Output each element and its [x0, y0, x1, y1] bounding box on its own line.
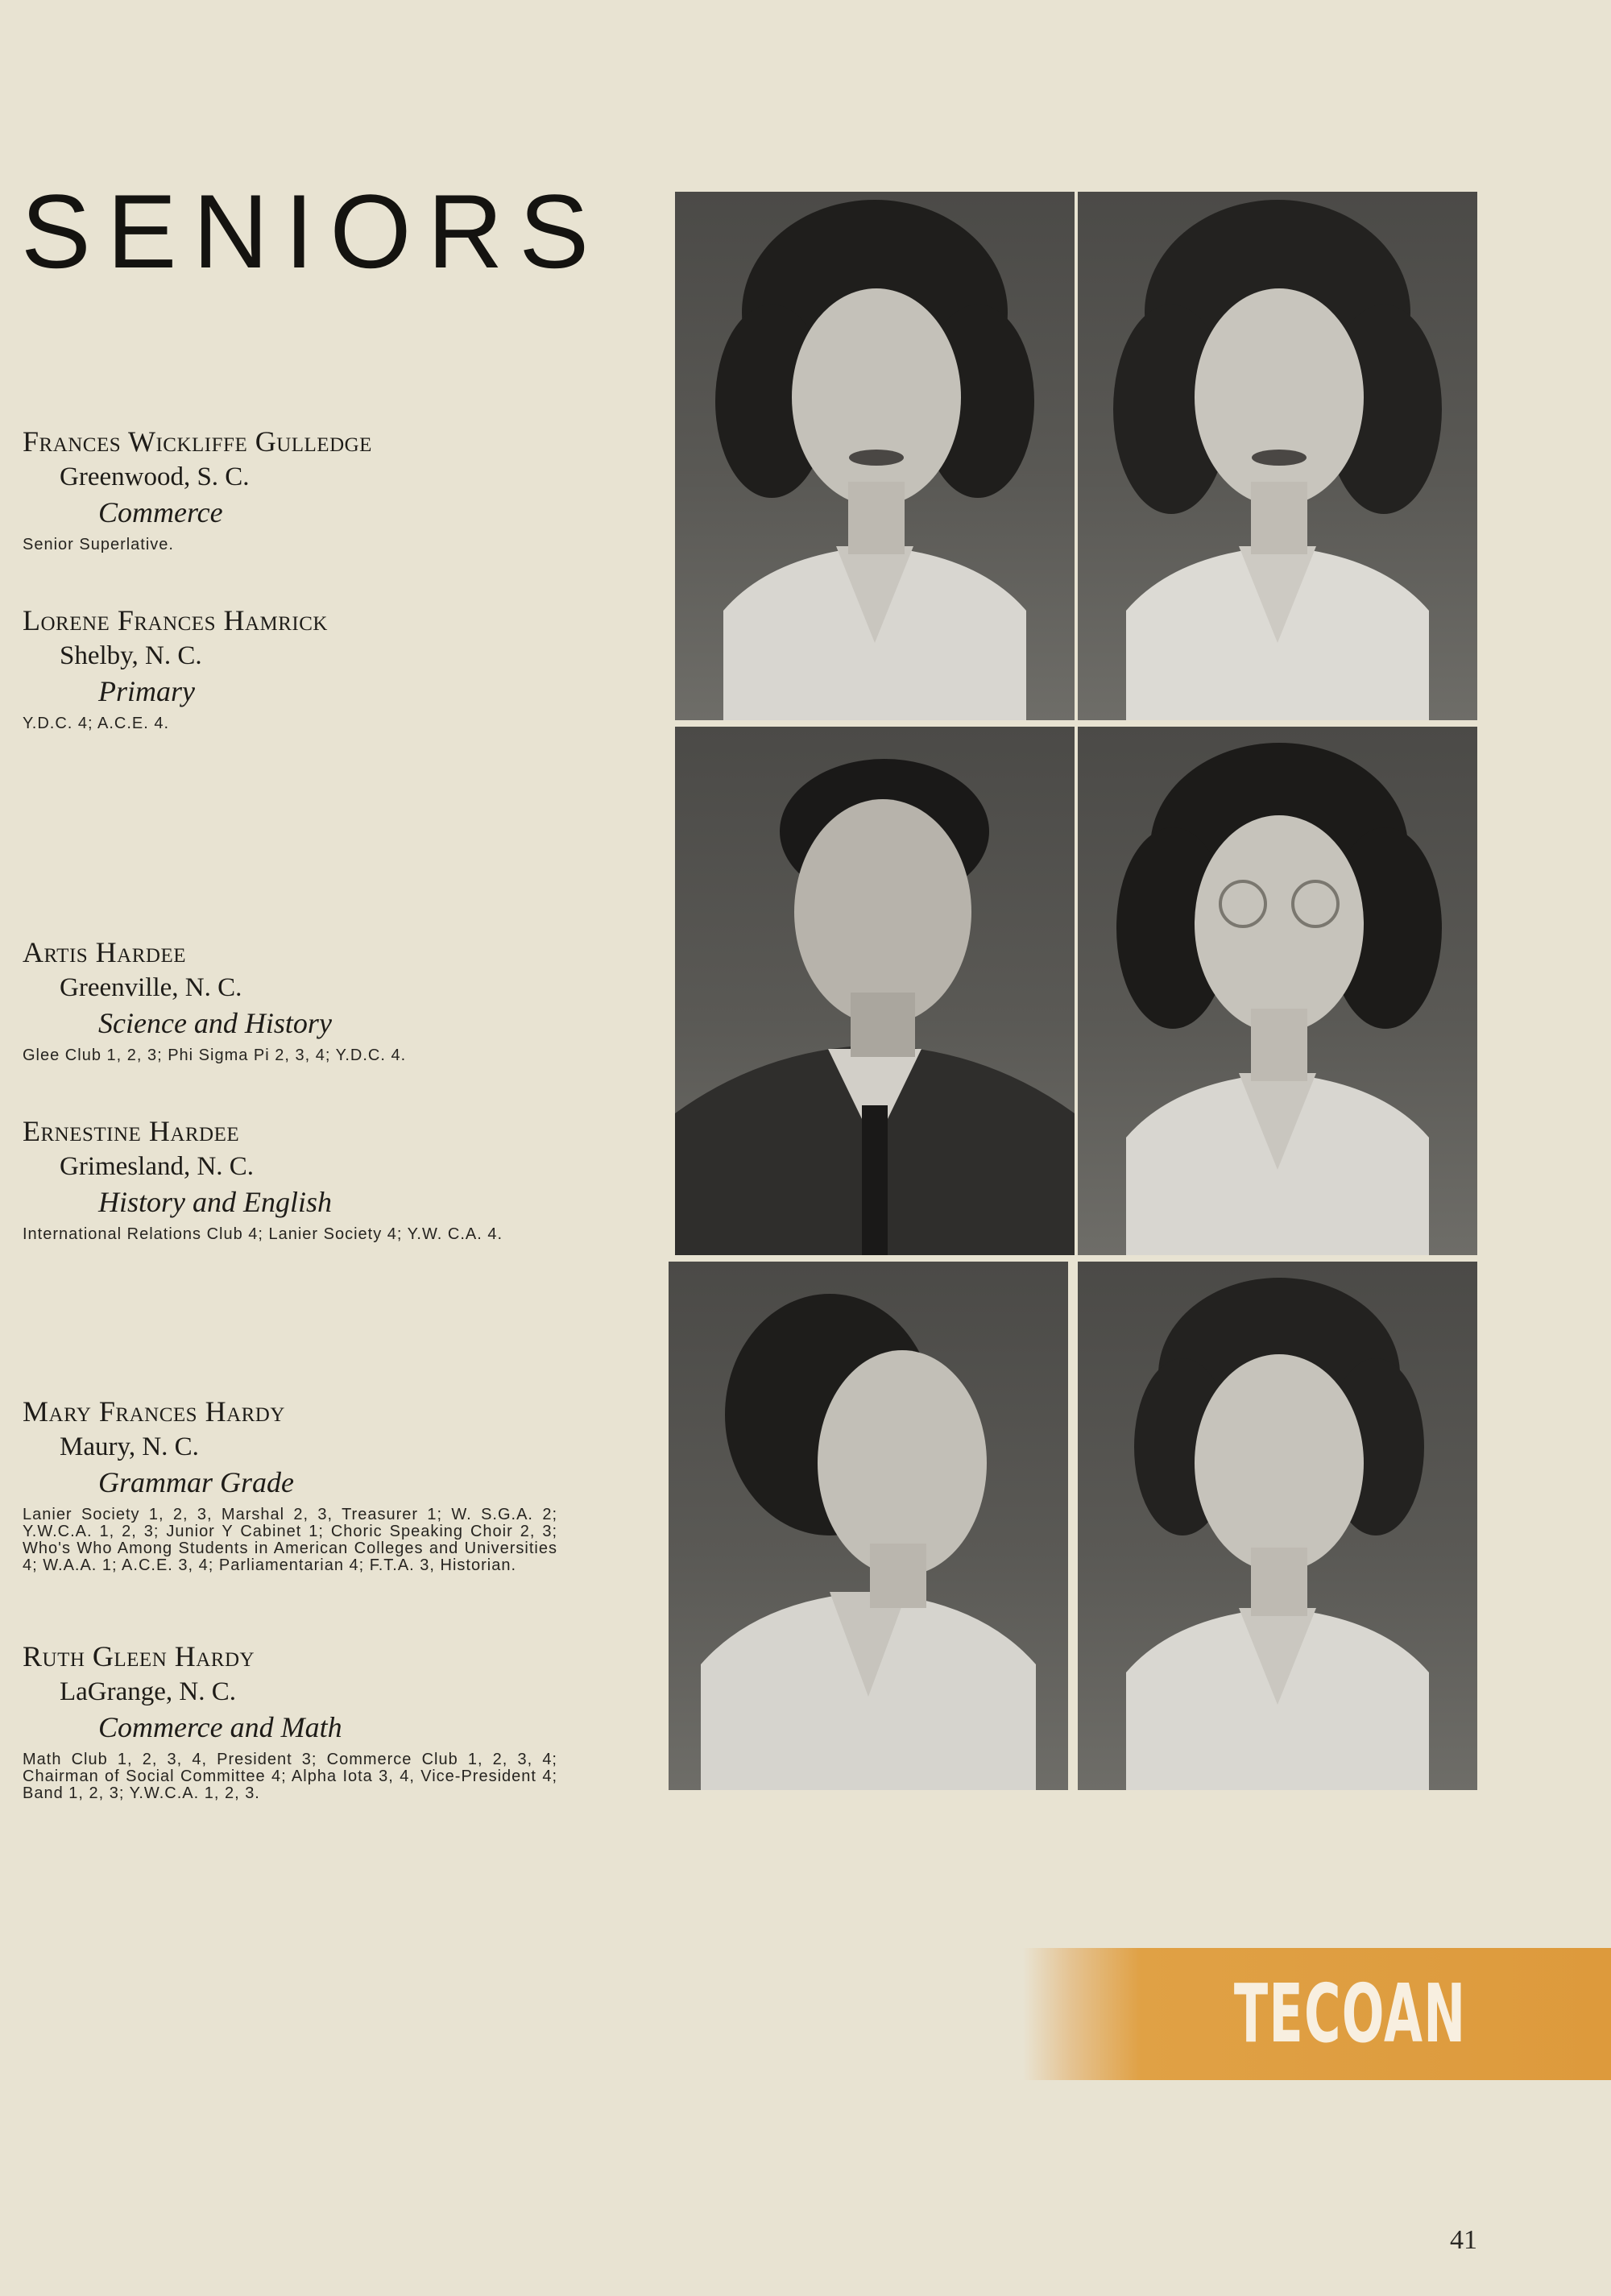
senior-hometown: Greenwood, S. C. — [60, 462, 250, 491]
senior-hometown: Grimesland, N. C. — [60, 1152, 255, 1181]
portrait-photo — [669, 1262, 1068, 1790]
senior-hometown: Shelby, N. C. — [60, 641, 202, 670]
portrait-grid — [669, 192, 1477, 1790]
senior-activities: Senior Superlative. — [23, 536, 174, 553]
senior-entry — [23, 1395, 557, 1574]
senior-entry — [23, 1640, 557, 1802]
senior-name: Mary Frances Hardy — [23, 1395, 285, 1428]
senior-activities: Glee Club 1, 2, 3; Phi Sigma Pi 2, 3, 4; Y.D.C. 4. — [23, 1046, 407, 1064]
senior-hometown: Maury, N. C. — [60, 1432, 199, 1461]
banner-text: TECOAN — [1233, 1967, 1466, 2061]
senior-activities: Math Club 1, 2, 3, 4, President 3; Commerce Club 1, 2, 3, 4; Chairman of Social Committee 4; Alpha Iota 3, 4, Vice-President 4; Band 1, 2, 3; Y.W.C.A. 1, 2, 3. — [23, 1751, 557, 1802]
senior-hometown: Greenville, N. C. — [60, 973, 242, 1002]
senior-major: History and English — [98, 1186, 333, 1218]
senior-name: Lorene Frances Hamrick — [23, 604, 328, 636]
portrait-photo — [675, 727, 1075, 1255]
senior-major: Primary — [98, 675, 195, 707]
page-title: SENIORS — [21, 172, 606, 290]
senior-name: Artis Hardee — [23, 936, 186, 968]
senior-hometown: LaGrange, N. C. — [60, 1677, 237, 1706]
portrait-photo — [675, 192, 1075, 720]
tecoan-banner — [1023, 1948, 1611, 2080]
portrait-photo — [1078, 192, 1477, 720]
senior-major: Science and History — [98, 1007, 332, 1039]
senior-major: Grammar Grade — [98, 1466, 294, 1498]
senior-name: Frances Wickliffe Gulledge — [23, 425, 372, 458]
senior-activities: International Relations Club 4; Lanier Society 4; Y.W. C.A. 4. — [23, 1225, 503, 1243]
senior-activities: Y.D.C. 4; A.C.E. 4. — [23, 715, 170, 732]
senior-entry — [23, 1115, 557, 1243]
portrait-photo — [1078, 1262, 1477, 1790]
senior-entry — [23, 425, 557, 553]
senior-activities: Lanier Society 1, 2, 3, Marshal 2, 3, Treasurer 1; W. S.G.A. 2; Y.W.C.A. 1, 2, 3; Junior Y Cabinet 1; Choric Speaking Choir 2, 3; Who's Who Among Students in American Colleges and Universities 4; W.A.A. 1; A.C.E. 3, 4; Parliamentarian 4; F.T.A. 3, Historian. — [23, 1506, 557, 1574]
senior-entry — [23, 936, 557, 1064]
senior-major: Commerce — [98, 496, 223, 528]
senior-name: Ruth Gleen Hardy — [23, 1640, 255, 1672]
portrait-photo — [1078, 727, 1477, 1255]
page-number: 41 — [1450, 2225, 1477, 2255]
senior-entry — [23, 604, 557, 732]
senior-major: Commerce and Math — [98, 1711, 342, 1743]
senior-name: Ernestine Hardee — [23, 1115, 240, 1147]
